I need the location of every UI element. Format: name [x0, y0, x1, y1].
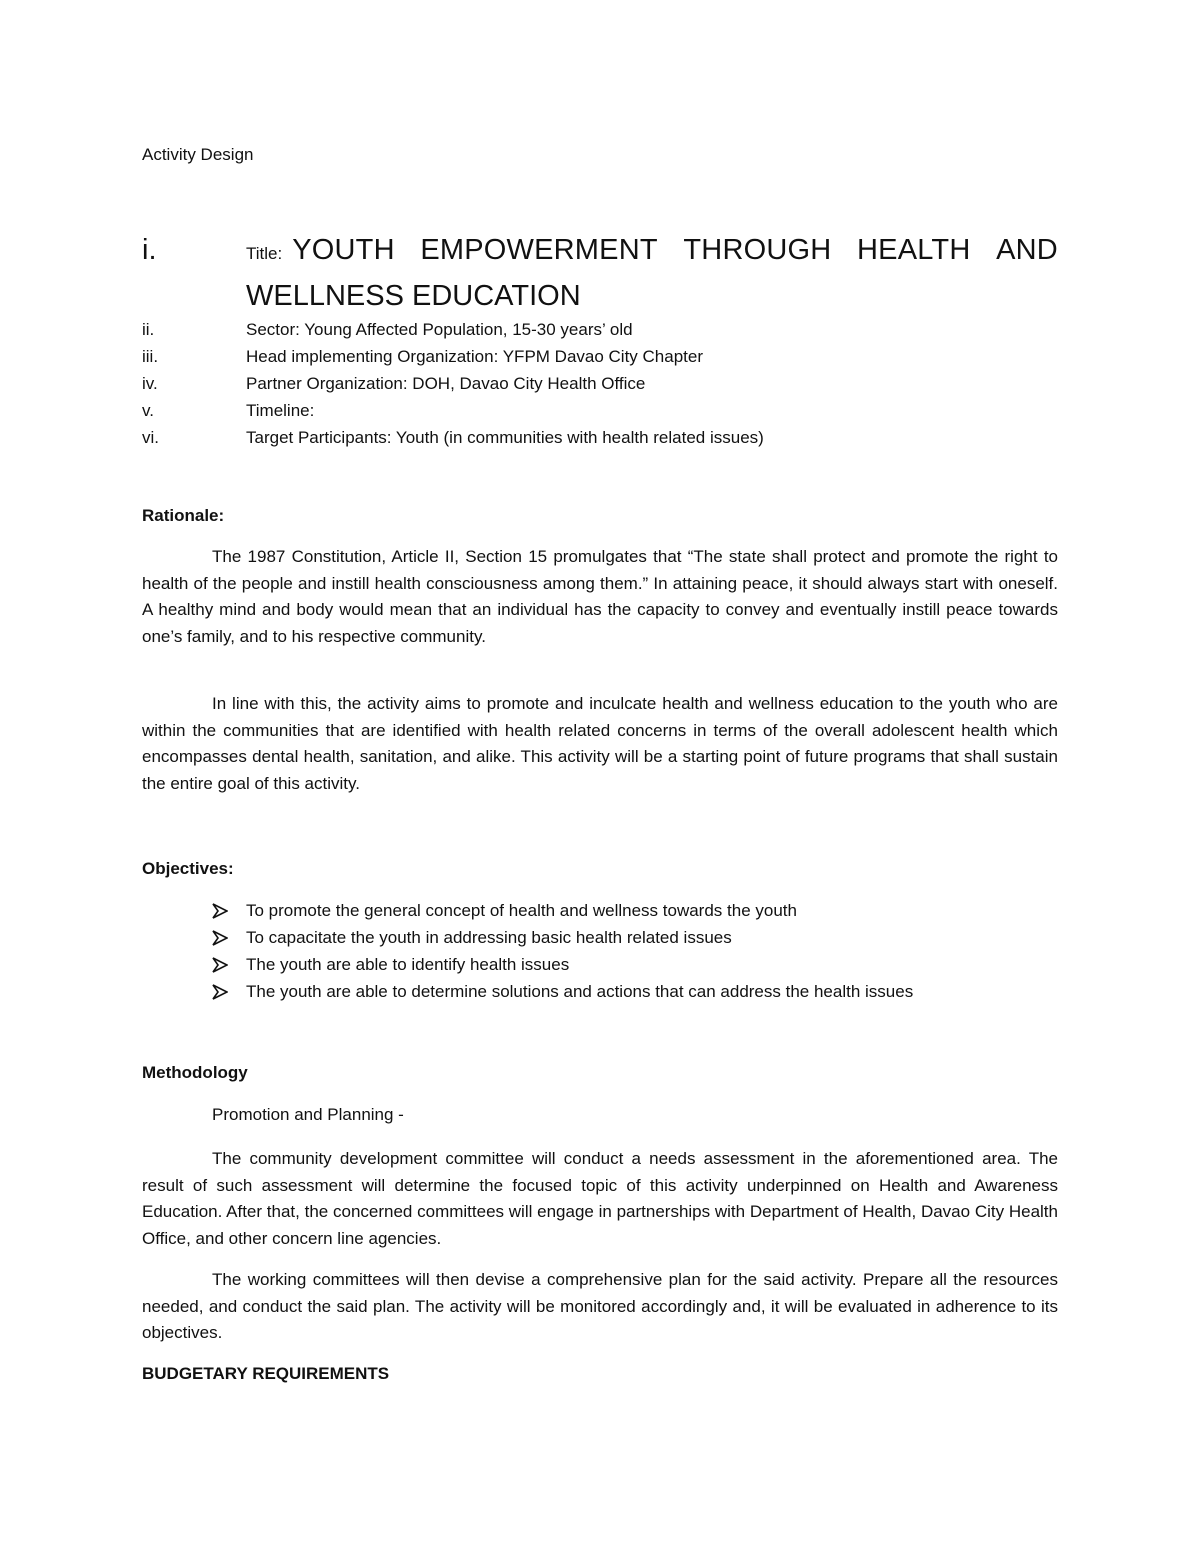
title-word: EMPOWERMENT — [420, 234, 658, 266]
rationale-heading: Rationale: — [142, 506, 225, 525]
title-line-2: WELLNESS EDUCATION — [246, 280, 581, 312]
arrow-bullet-icon — [212, 984, 246, 1000]
list-item — [212, 978, 1072, 1005]
budget-heading: BUDGETARY REQUIREMENTS — [142, 1364, 390, 1383]
info-item-text: Timeline: — [246, 401, 315, 420]
info-item-number: vi. — [142, 428, 159, 447]
info-item-number: iv. — [142, 374, 158, 393]
info-item-partner — [142, 370, 1058, 397]
title-line-1 — [246, 228, 1058, 276]
title-word: THROUGH — [683, 234, 832, 266]
methodology-heading: Methodology — [142, 1063, 248, 1082]
document-heading: Activity Design — [142, 145, 254, 164]
info-list — [142, 228, 1058, 451]
info-item-text: Target Participants: Youth (in communities with health related issues) — [246, 428, 764, 447]
info-item-participants — [142, 424, 1058, 451]
info-item-number: iii. — [142, 347, 159, 366]
title-number: i. — [142, 234, 157, 266]
arrow-bullet-icon — [212, 903, 246, 919]
title-word: YOUTH — [292, 234, 395, 266]
objectives-heading: Objectives: — [142, 859, 234, 878]
info-item-text: Partner Organization: DOH, Davao City Health Office — [246, 374, 646, 393]
list-item — [212, 897, 1072, 924]
methodology-paragraph-1: The community development committee will conduct a needs assessment in the aforementioned area. The result of such assessment will determine the focused topic of this activity underpinned on Health and Awareness Education. After that, the concerned committees will engage in partnerships with Department of Health, Davao City Health Office, and other concern line agencies. — [142, 1149, 1058, 1248]
arrow-bullet-icon — [212, 957, 246, 973]
methodology-paragraph-2: The working committees will then devise a comprehensive plan for the said activity. Prepare all the resources needed, and conduct the said plan. The activity will be monitored accordingly and, it will be evaluated in adherence to its objectives. — [142, 1270, 1058, 1342]
title-label: Title: — [246, 244, 283, 263]
objectives-list — [212, 897, 1072, 1005]
objective-text: The youth are able to determine solutions and actions that can address the health issues — [246, 982, 914, 1001]
info-item-timeline — [142, 397, 1058, 424]
title-word: HEALTH — [857, 234, 971, 266]
title-row — [142, 228, 1058, 316]
info-item-number: v. — [142, 401, 154, 420]
info-item-organization — [142, 343, 1058, 370]
info-item-number: ii. — [142, 320, 155, 339]
list-item — [212, 951, 1072, 978]
objective-text: To promote the general concept of health and wellness towards the youth — [246, 901, 797, 920]
list-item — [212, 924, 1072, 951]
objective-text: To capacitate the youth in addressing basic health related issues — [246, 928, 732, 947]
objective-text: The youth are able to identify health issues — [246, 955, 570, 974]
info-item-text: Sector: Young Affected Population, 15-30 years’ old — [246, 320, 633, 339]
rationale-paragraph-2: In line with this, the activity aims to promote and inculcate health and wellness education to the youth who are within the communities that are identified with health related concerns in terms of the overall adolescent health which encompasses dental health, sanitation, and alike. This activity will be a starting point of future programs that shall sustain the entire goal of this activity. — [142, 694, 1058, 793]
title-word: AND — [996, 234, 1058, 266]
methodology-subheading: Promotion and Planning - — [212, 1105, 404, 1124]
info-item-sector — [142, 316, 1058, 343]
arrow-bullet-icon — [212, 930, 246, 946]
info-item-text: Head implementing Organization: YFPM Davao City Chapter — [246, 347, 704, 366]
rationale-paragraph-1: The 1987 Constitution, Article II, Section 15 promulgates that “The state shall protect and promote the right to health of the people and instill health consciousness among them.” In attaining peace, it should always start with oneself. A healthy mind and body would mean that an individual has the capacity to convey and eventually instill peace towards one’s family, and to his respective community. — [142, 547, 1058, 646]
